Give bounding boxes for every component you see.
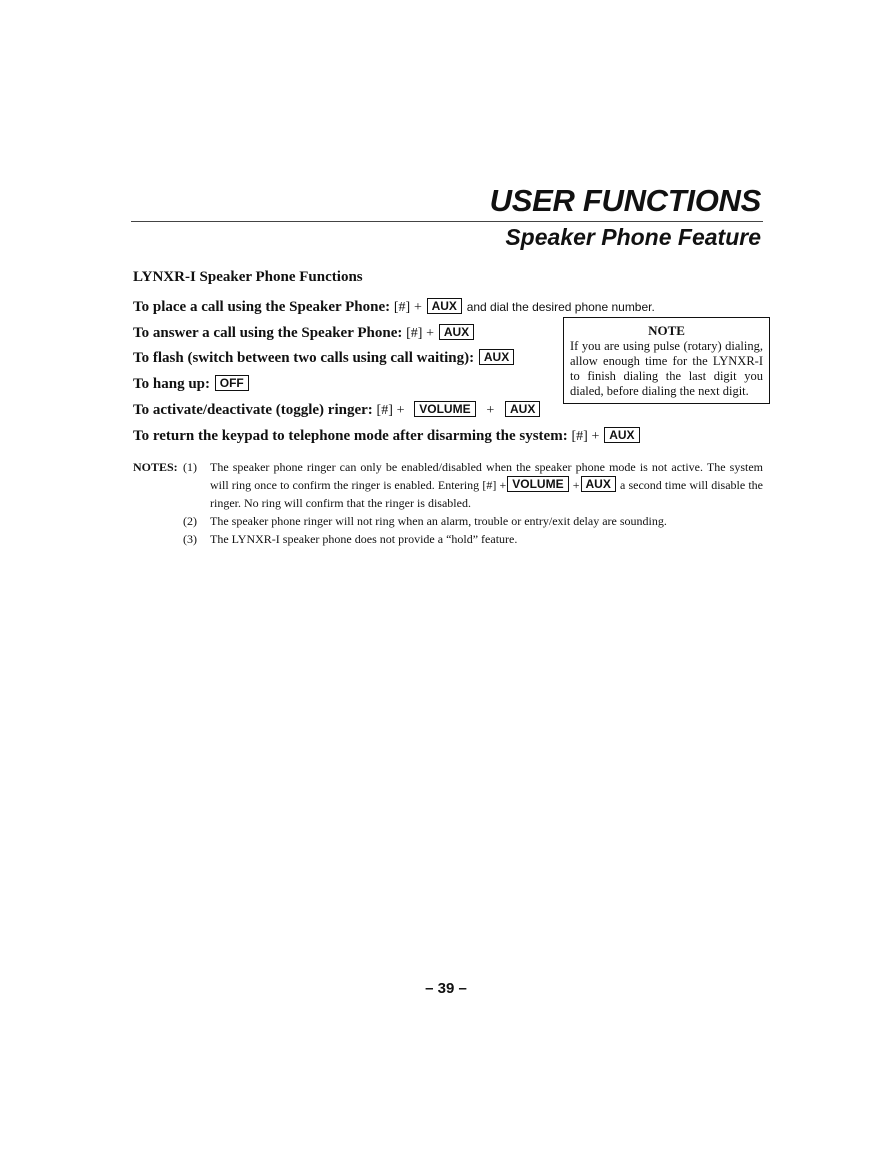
function-label: To hang up: (133, 376, 210, 392)
plus-sign: + (572, 478, 580, 492)
page-title: USER FUNCTIONS (489, 183, 761, 218)
note-item (133, 512, 763, 530)
plus-sign: + (499, 478, 507, 492)
function-place-call (133, 297, 655, 318)
off-key: OFF (215, 375, 249, 391)
function-hang-up (133, 374, 250, 394)
aux-key: AUX (581, 476, 616, 492)
hash-key-text: [#] (393, 300, 411, 315)
aux-key: AUX (427, 298, 462, 314)
note-body: The speaker phone ringer will not ring when an alarm, trouble or entry/exit delay are sounding. (210, 514, 667, 528)
page-number: – 39 – (425, 980, 467, 997)
note-item (133, 458, 763, 512)
aux-key: AUX (479, 349, 514, 365)
function-suffix: and dial the desired phone number. (466, 300, 655, 314)
notes-label: NOTES: (133, 460, 178, 474)
note-number: (3) (183, 532, 197, 546)
hash-key-text: [#] (406, 326, 423, 341)
function-label: To return the keypad to telephone mode after disarming the system: (133, 428, 568, 444)
aux-key: AUX (439, 324, 474, 340)
function-label: To activate/deactivate (toggle) ringer: (133, 402, 373, 418)
note-title: NOTE (648, 323, 685, 338)
note-text-after: a second time will disable the ringer. No ring will confirm that the ringer is disabled. (210, 478, 763, 510)
function-return-keypad (133, 426, 641, 447)
function-toggle-ringer (133, 400, 541, 421)
aux-key: AUX (604, 427, 639, 443)
plus-sign: + (426, 326, 435, 341)
note-body: The LYNXR-I speaker phone does not provide a “hold” feature. (210, 532, 518, 546)
note-number: (1) (183, 460, 197, 474)
note-item (133, 530, 763, 548)
hash-key-text: [#] (571, 429, 588, 444)
function-label: To flash (switch between two calls using call waiting): (133, 350, 475, 366)
aux-key: AUX (505, 401, 540, 417)
page-subtitle: Speaker Phone Feature (505, 224, 761, 250)
function-label: To answer a call using the Speaker Phone: (133, 325, 403, 341)
plus-sign: + (396, 403, 405, 418)
plus-sign: + (413, 300, 422, 315)
note-number: (2) (183, 514, 197, 528)
function-flash (133, 348, 515, 368)
note-text: If you are using pulse (rotary) dialing, allow enough time for the LYNXR-I to finish dialing the last digit you dialed, before dialing the next digit. (570, 339, 763, 398)
note-box (563, 317, 770, 404)
hash-key-text: [#] (482, 478, 497, 492)
note-text-before: The speaker phone ringer can only be enabled/disabled when the speaker phone mode is not active. The system will ring once to confirm the ringer is enabled. Entering (210, 460, 763, 492)
volume-key: VOLUME (507, 476, 568, 492)
plus-sign: + (591, 429, 600, 444)
function-label: To place a call using the Speaker Phone: (133, 299, 391, 315)
volume-key: VOLUME (414, 401, 475, 417)
note-body (210, 458, 763, 512)
section-heading: LYNXR-I Speaker Phone Functions (133, 269, 363, 285)
notes-section (133, 458, 763, 548)
function-answer-call (133, 323, 475, 344)
hash-key-text: [#] (376, 403, 393, 418)
plus-sign: + (486, 403, 495, 418)
